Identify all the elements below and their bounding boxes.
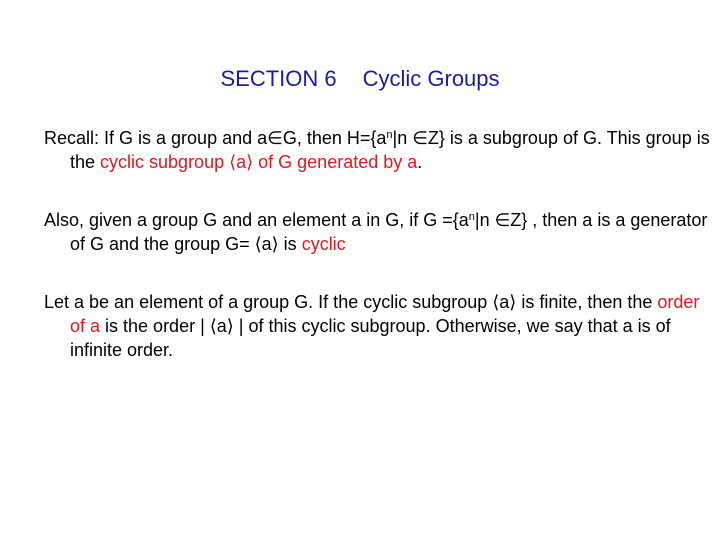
highlight-order-of-a: order of a: [70, 292, 700, 336]
p1-text-c: |n: [392, 128, 413, 148]
p2-text-a: Also, given a group G and an element a in G, if G ={a: [44, 210, 469, 230]
element-of-symbol: ∈: [267, 128, 283, 148]
highlight-cyclic-subgroup: cyclic subgroup ⟨a⟩ of G generated by a: [100, 152, 418, 172]
exponent-n: n: [468, 211, 475, 223]
p1-text-b: G, then H={a: [282, 128, 387, 148]
paragraph-generator: [44, 208, 710, 256]
element-of-symbol: ∈: [494, 210, 511, 230]
paragraph-order: [44, 290, 710, 362]
paragraph-recall: [44, 126, 710, 174]
p1-text-d: Z} is a subgroup of G. This group is the: [70, 128, 710, 172]
highlight-cyclic: cyclic: [301, 234, 346, 254]
exponent-n: n: [386, 129, 393, 141]
title-topic: Cyclic Groups: [362, 66, 500, 91]
slide-title: [0, 64, 720, 94]
p3-text-b: is the order | ⟨a⟩ | of this cyclic subgroup. Otherwise, we say that a is of infinite order.: [70, 316, 671, 360]
p2-text-b: |n: [474, 210, 495, 230]
title-section-number: SECTION 6: [220, 66, 337, 91]
p1-text-a: Recall: If G is a group and a: [44, 128, 268, 148]
p2-text-c: Z} , then a is a generator of G and the group G= ⟨a⟩ is: [70, 210, 708, 254]
p1-text-e: .: [417, 152, 423, 172]
p3-text-a: Let a be an element of a group G. If the cyclic subgroup ⟨a⟩ is finite, then the: [44, 292, 658, 312]
element-of-symbol: ∈: [412, 128, 428, 148]
